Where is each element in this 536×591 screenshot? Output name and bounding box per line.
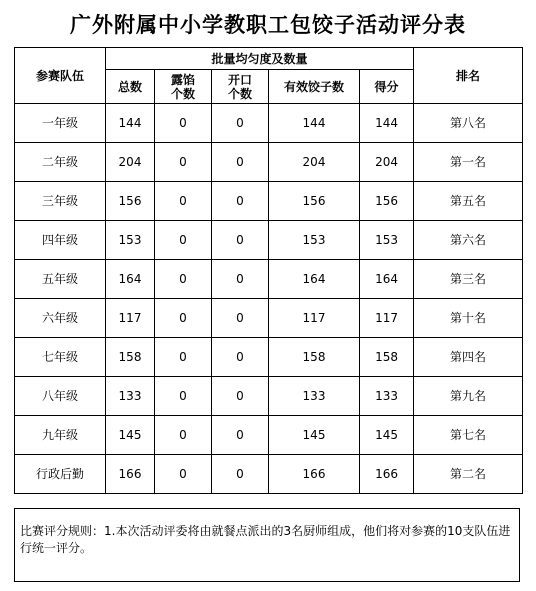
cell-rank: 第一名 [414,143,523,182]
cell-leak: 0 [155,143,212,182]
cell-total: 158 [106,338,155,377]
cell-valid: 153 [269,221,360,260]
cell-leak: 0 [155,416,212,455]
header-valid: 有效饺子数 [269,70,360,104]
cell-valid: 133 [269,377,360,416]
cell-score: 164 [360,260,414,299]
cell-valid: 156 [269,182,360,221]
cell-open: 0 [212,377,269,416]
cell-open: 0 [212,299,269,338]
cell-open: 0 [212,455,269,494]
cell-open: 0 [212,260,269,299]
cell-team: 九年级 [15,416,106,455]
scoring-rules: 比赛评分规则：1.本次活动评委将由就餐点派出的3名厨师组成，他们将对参赛的10支队伍进行统一评分。 [14,508,520,582]
cell-rank: 第七名 [414,416,523,455]
cell-rank: 第十名 [414,299,523,338]
cell-score: 158 [360,338,414,377]
cell-leak: 0 [155,104,212,143]
cell-valid: 158 [269,338,360,377]
cell-team: 八年级 [15,377,106,416]
header-team: 参赛队伍 [15,48,106,104]
cell-valid: 145 [269,416,360,455]
header-row-1 [15,48,523,70]
cell-team: 四年级 [15,221,106,260]
cell-rank: 第五名 [414,182,523,221]
cell-score: 133 [360,377,414,416]
cell-valid: 164 [269,260,360,299]
table-row [15,455,523,494]
page-title: 广外附属中小学教职工包饺子活动评分表 [70,13,466,37]
cell-valid: 204 [269,143,360,182]
score-table [14,47,523,494]
cell-leak: 0 [155,260,212,299]
cell-total: 166 [106,455,155,494]
cell-team: 二年级 [15,143,106,182]
cell-total: 153 [106,221,155,260]
cell-leak: 0 [155,299,212,338]
cell-leak: 0 [155,455,212,494]
cell-total: 156 [106,182,155,221]
cell-team: 五年级 [15,260,106,299]
cell-score: 156 [360,182,414,221]
table-row [15,416,523,455]
cell-rank: 第八名 [414,104,523,143]
cell-score: 144 [360,104,414,143]
cell-total: 204 [106,143,155,182]
cell-score: 153 [360,221,414,260]
cell-total: 144 [106,104,155,143]
header-group: 批量均匀度及数量 [106,48,414,70]
cell-total: 117 [106,299,155,338]
cell-rank: 第九名 [414,377,523,416]
cell-score: 204 [360,143,414,182]
cell-total: 133 [106,377,155,416]
cell-score: 145 [360,416,414,455]
cell-leak: 0 [155,338,212,377]
cell-valid: 144 [269,104,360,143]
table-row [15,104,523,143]
table-row [15,299,523,338]
cell-total: 145 [106,416,155,455]
cell-open: 0 [212,416,269,455]
cell-team: 行政后勤 [15,455,106,494]
cell-open: 0 [212,104,269,143]
cell-valid: 166 [269,455,360,494]
cell-rank: 第二名 [414,455,523,494]
cell-open: 0 [212,143,269,182]
cell-score: 117 [360,299,414,338]
table-row [15,338,523,377]
table-row [15,182,523,221]
header-open: 开口 个数 [212,70,269,104]
table-row [15,143,523,182]
header-score: 得分 [360,70,414,104]
header-total: 总数 [106,70,155,104]
cell-team: 一年级 [15,104,106,143]
cell-open: 0 [212,182,269,221]
cell-open: 0 [212,221,269,260]
cell-open: 0 [212,338,269,377]
table-row [15,377,523,416]
cell-team: 七年级 [15,338,106,377]
cell-leak: 0 [155,377,212,416]
cell-score: 166 [360,455,414,494]
table-body [15,104,523,494]
cell-leak: 0 [155,221,212,260]
cell-rank: 第四名 [414,338,523,377]
cell-team: 六年级 [15,299,106,338]
cell-rank: 第三名 [414,260,523,299]
cell-total: 164 [106,260,155,299]
header-rank: 排名 [414,48,523,104]
cell-team: 三年级 [15,182,106,221]
cell-leak: 0 [155,182,212,221]
table-row [15,221,523,260]
header-leak: 露馅 个数 [155,70,212,104]
table-row [15,260,523,299]
cell-valid: 117 [269,299,360,338]
cell-rank: 第六名 [414,221,523,260]
